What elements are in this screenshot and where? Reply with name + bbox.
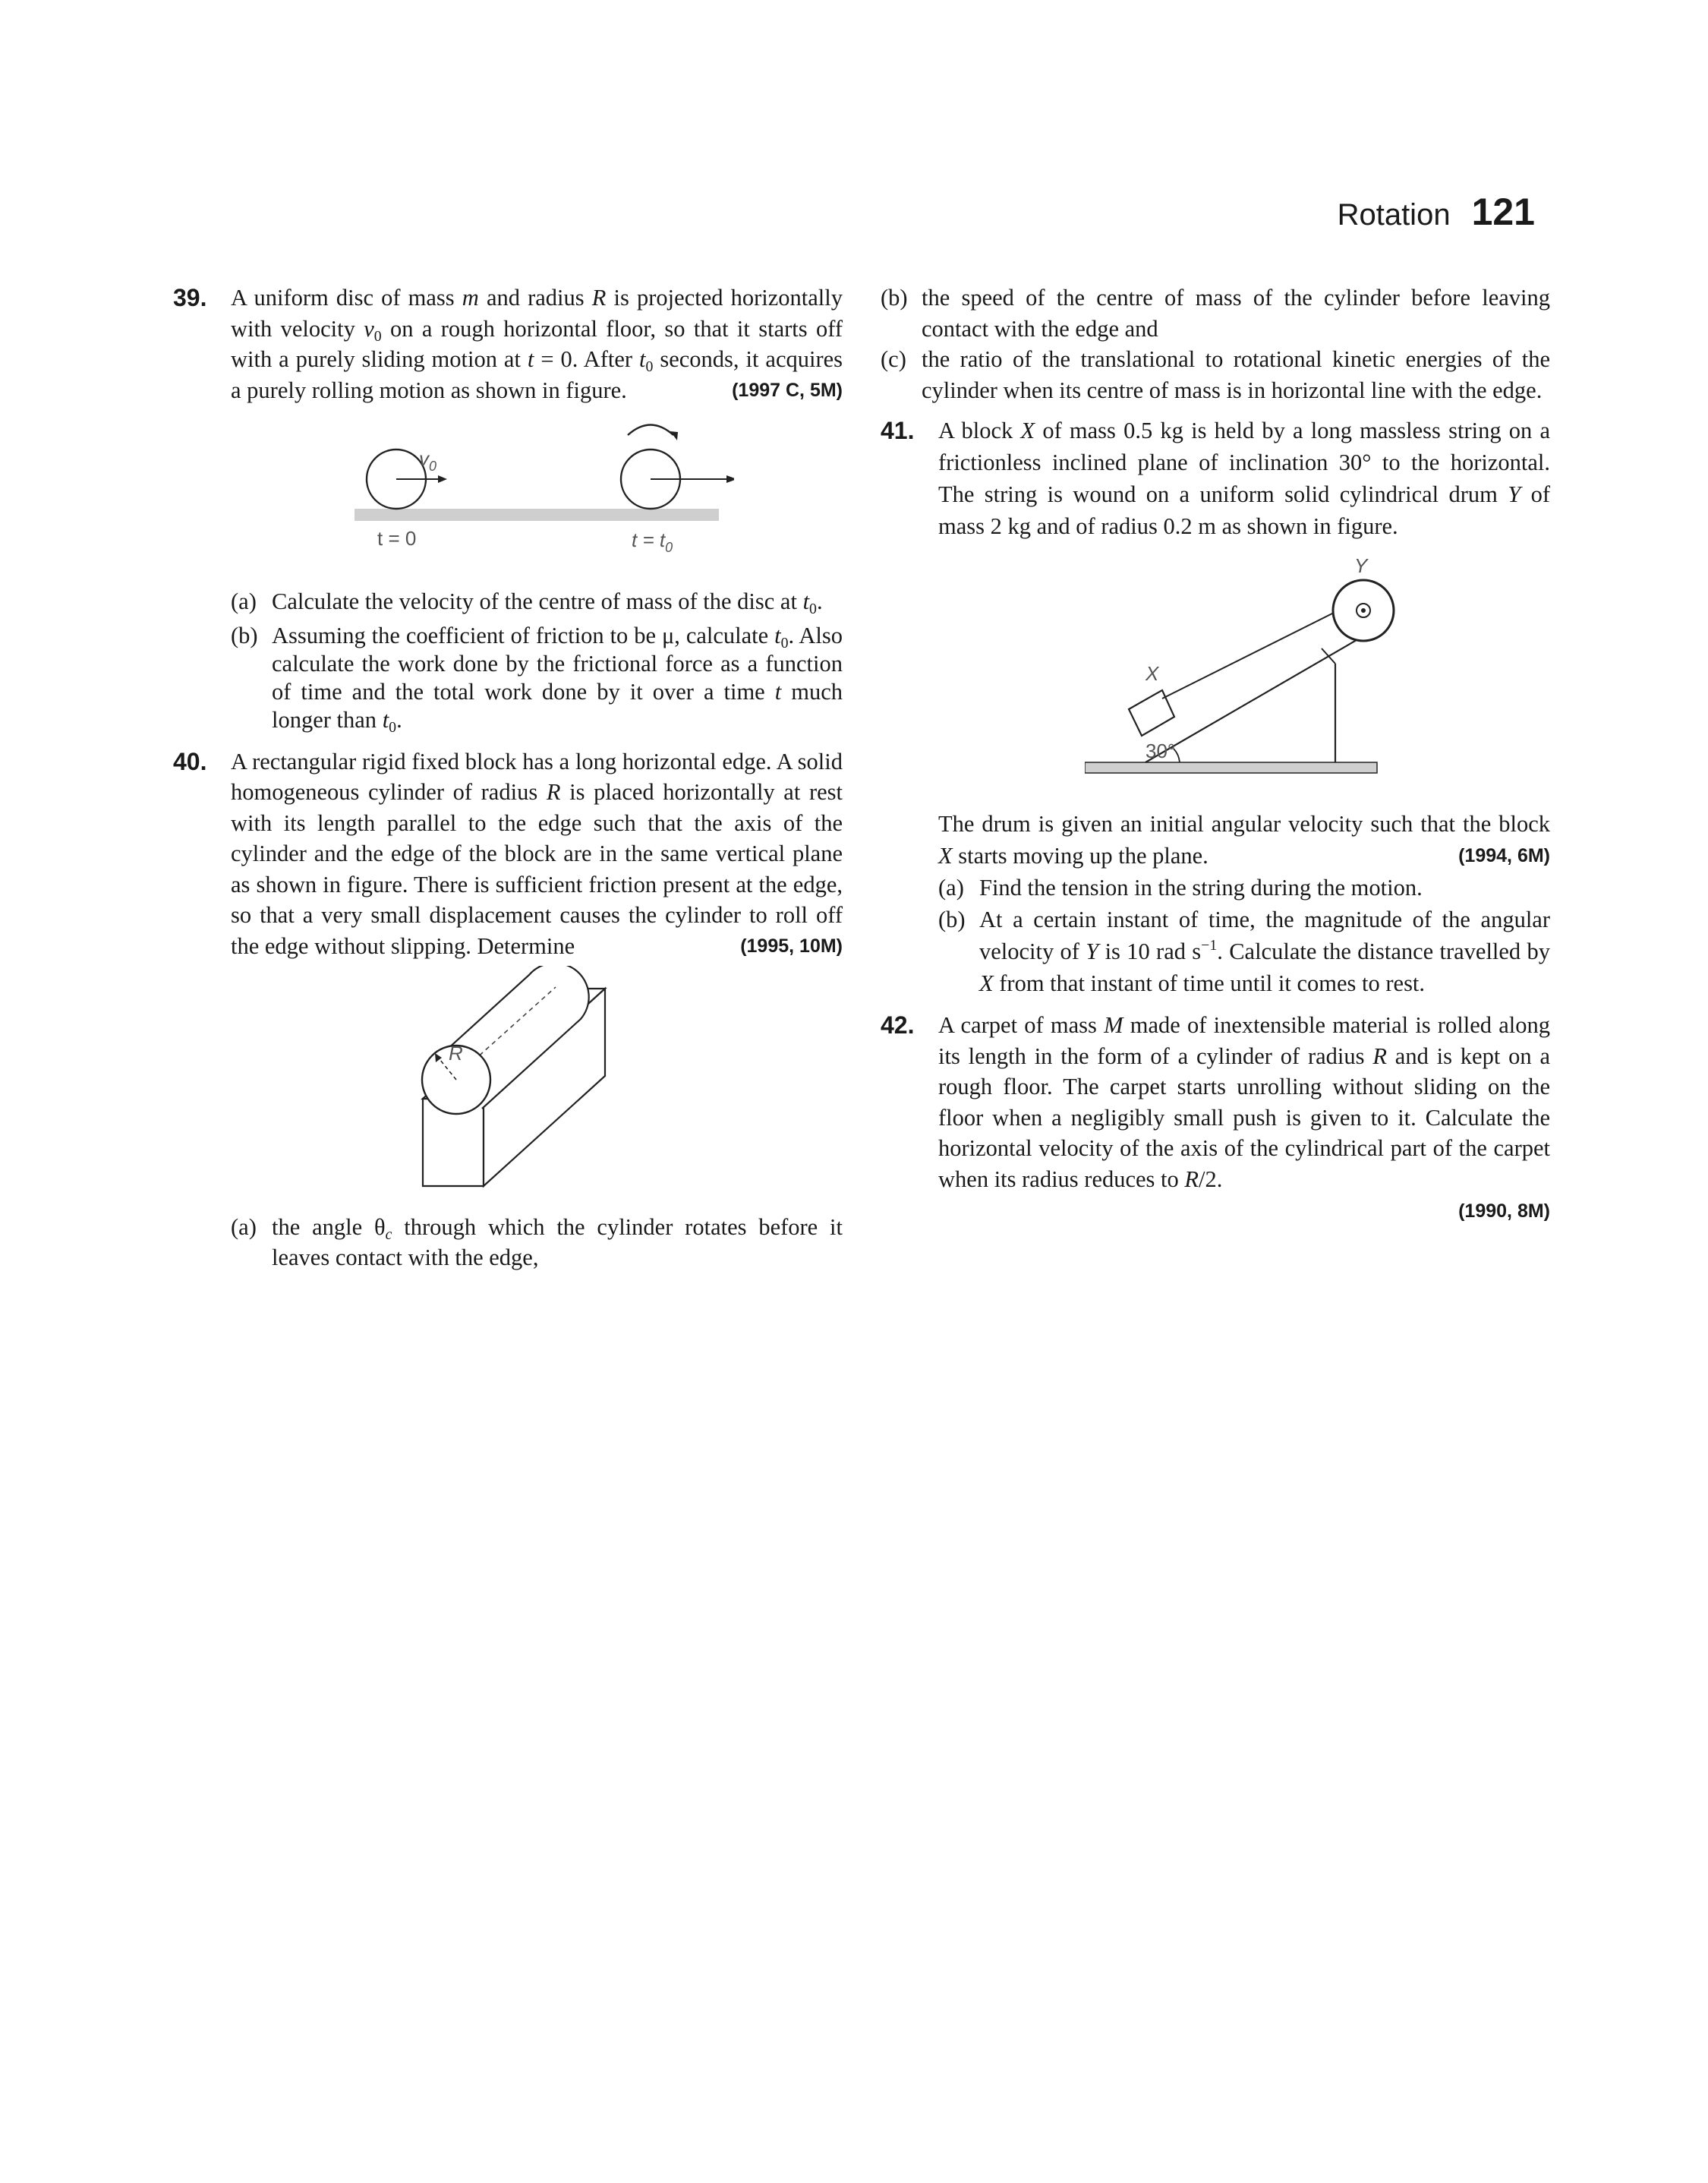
question-number: 41. (881, 417, 915, 444)
part-a: (a) the angle $\theta_c$ through which the cylinder rotates before it leaves contact with the edge, (231, 1214, 843, 1270)
question-42 (881, 1010, 1550, 1227)
question-text: A rectangular rigid fixed block has a long horizontal edge. A solid homogeneous cylinder of radius R is placed horizontally at rest with its length parallel to the edge such that the axis of the cylinder and the edge of the block are in the same vertical plane as shown in figure. There is sufficient friction present at the edge, so that a very small displacement causes the cylinder to roll off the edge without slipping. Determine (1995, 10M) (231, 746, 843, 962)
part-a: (a) Calculate the velocity of the centre of mass of the disc at $t_0$. (231, 588, 823, 617)
radius-label: R (449, 1042, 463, 1065)
question-39 (173, 282, 843, 734)
left-column (173, 282, 843, 1273)
q40-part-c: (c) the ratio of the translational to rotational kinetic energies of the cylinder when its centre of mass is in horizontal line with the edge. (881, 346, 1550, 403)
rotation-arrow (628, 425, 673, 436)
question-number: 40. (173, 747, 207, 775)
incline-surface (1145, 635, 1366, 762)
angle-label: 30° (1145, 740, 1176, 762)
rotation-arrow-head (670, 431, 678, 440)
rolling-disc-figure (339, 416, 734, 568)
question-number: 39. (173, 284, 207, 311)
t0-label: t = 0 (377, 527, 417, 550)
block-x (1129, 690, 1174, 736)
page-header (1338, 190, 1535, 234)
drum-center (1361, 608, 1366, 613)
inclined-plane-figure (1085, 557, 1404, 785)
exam-reference: (1990, 8M) (1458, 1200, 1550, 1222)
arrow-head (438, 475, 447, 483)
chapter-title: Rotation (1337, 198, 1451, 232)
question-41 (881, 415, 1550, 999)
exam-reference: (1997 C, 5M) (732, 379, 843, 401)
part-b: (b) At a certain instant of time, the magnitude of the angular velocity of Y is 10 rad $s^{-1}$. Calculate the distance travelled by X from that instant of time until it comes to rest. (938, 907, 1550, 996)
t-equals-t0-label: $t = t_0$ (632, 528, 673, 555)
question-text: A carpet of mass M made of inextensible material is rolled along its length in the form of a cylinder of radius R and is kept on a rough floor. The carpet starts unrolling without sliding on the floor when a negligibly small push is given to it. Calculate the horizontal velocity of the axis of the cylindrical part of the carpet when its radius reduces to R/2. (938, 1012, 1550, 1192)
question-text-continued: The drum is given an initial angular velocity such that the block X starts moving up the plane. (1994, 6M) (938, 808, 1550, 872)
part-a: (a) Find the tension in the string during the motion. (938, 875, 1423, 901)
x-label: X (1145, 662, 1159, 685)
question-40 (173, 746, 843, 1273)
v0-label: $v_0$ (419, 447, 437, 474)
arrow-head (726, 475, 734, 483)
question-text: A uniform disc of mass m and radius R is projected horizontally with velocity $v_0$ on a rough horizontal floor, so that it starts off with a purely sliding motion at t = 0. After $t_0$ seconds, it acquires a purely rolling motion as shown in figure. (1997 C, 5M) (231, 282, 843, 405)
string (1162, 604, 1350, 699)
exam-reference: (1995, 10M) (740, 935, 843, 957)
floor (355, 509, 719, 521)
support-brace (1322, 648, 1335, 664)
page-number: 121 (1471, 191, 1535, 233)
y-label: Y (1354, 557, 1368, 577)
part-b: (b) Assuming the coefficient of friction to be μ, calculate $t_0$. Also calculate the work done by the frictional force as a function of time and the total work done by it over a time t much longer than $t_0$. (231, 622, 843, 736)
right-column (881, 282, 1550, 1227)
cylinder-on-block-figure (415, 966, 658, 1194)
exam-reference: (1994, 6M) (1458, 845, 1550, 866)
q40-part-b: (b) the speed of the centre of mass of the cylinder before leaving contact with the edge and (881, 285, 1550, 342)
question-number: 42. (881, 1011, 915, 1039)
question-text: A block X of mass 0.5 kg is held by a long massless string on a frictionless inclined plane of inclination 30° to the horizontal. The string is wound on a uniform solid cylindrical drum Y of mass 2 kg and of radius 0.2 m as shown in figure. (938, 418, 1550, 539)
ground (1085, 762, 1377, 773)
